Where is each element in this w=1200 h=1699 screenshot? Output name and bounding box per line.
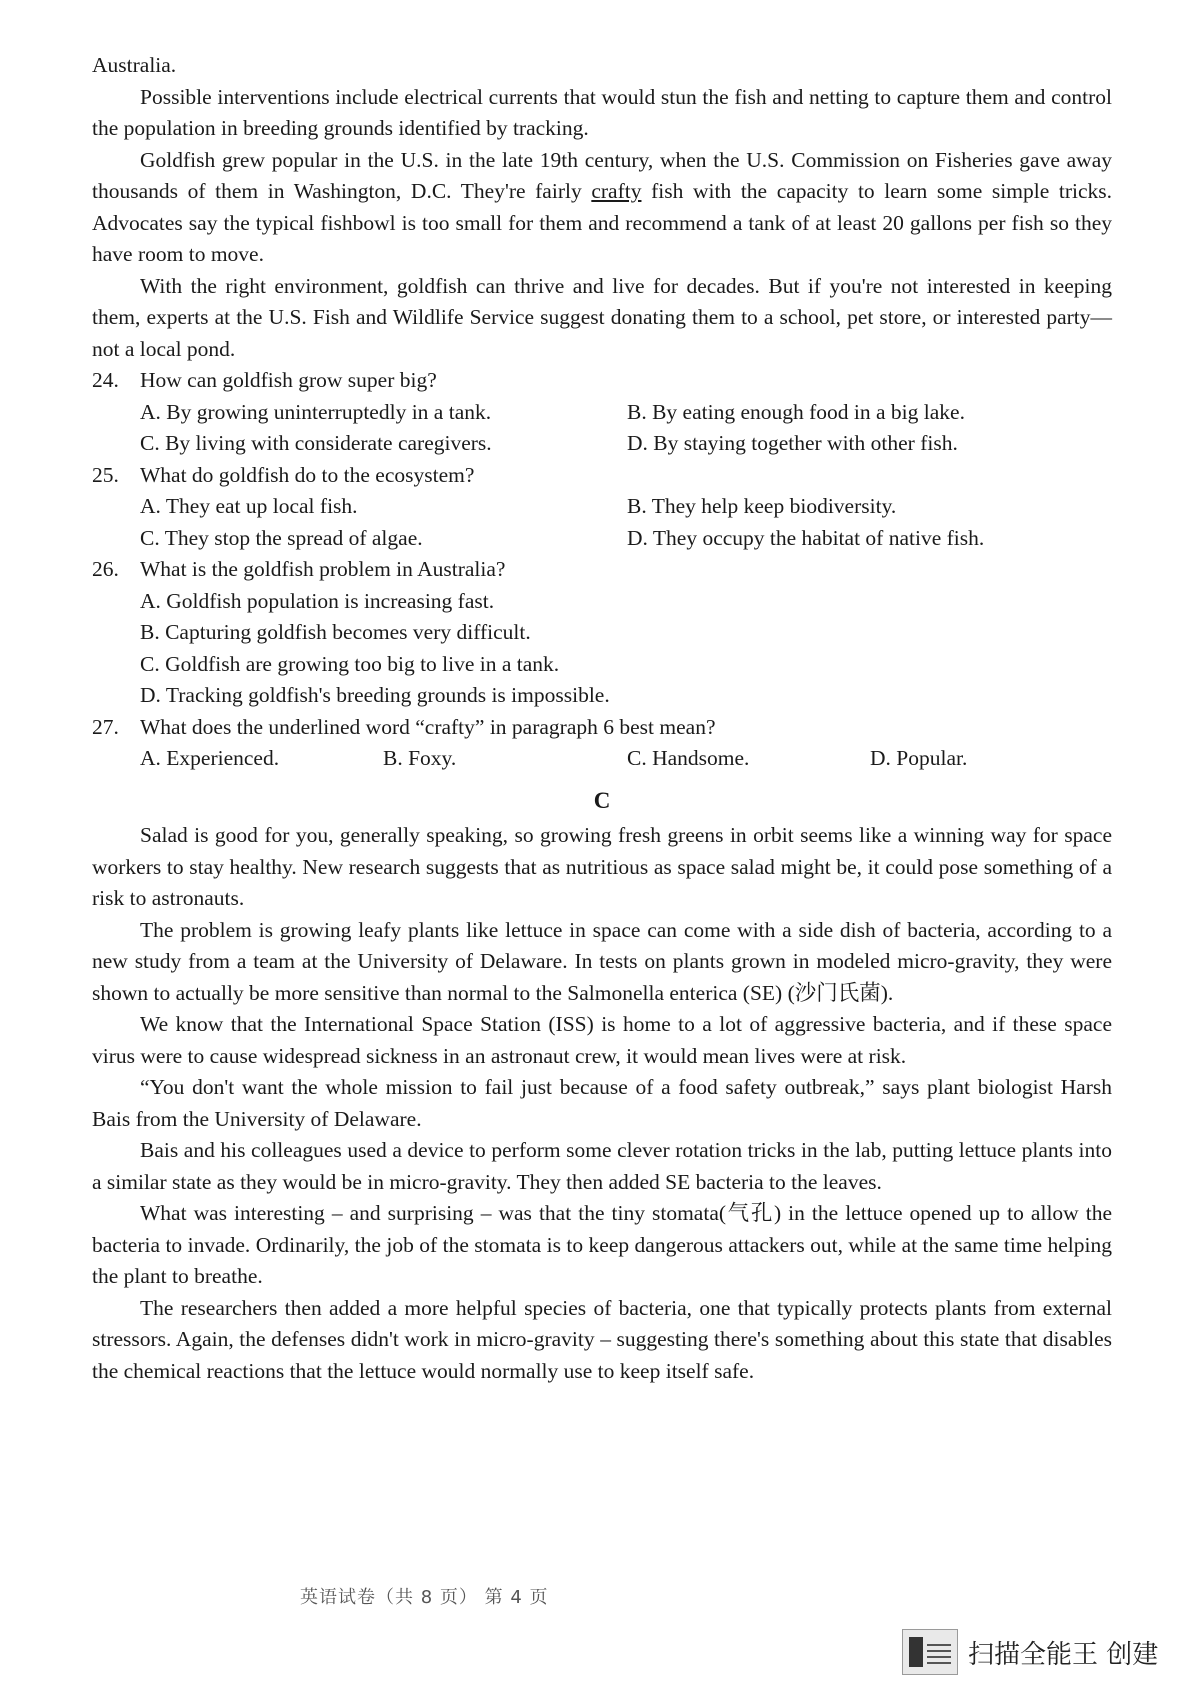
option-a: A. By growing uninterruptedly in a tank. bbox=[140, 399, 492, 424]
paragraph: Possible interventions include electrical currents that would stun the fish and netting to capture them and control the population in breeding grounds identified by tracking. bbox=[92, 84, 1112, 140]
option-c: C. They stop the spread of algae. bbox=[140, 525, 423, 550]
question-stem bbox=[92, 460, 1112, 492]
underlined-word: crafty bbox=[591, 179, 642, 203]
options bbox=[92, 743, 1112, 775]
text-before: Goldfish grew popular in the U.S. in the late 19th century, when the U.S. Commission on Fisheries gave away thousands of them in Washington, D.C. They're fairly bbox=[92, 147, 1112, 203]
option-a: A. Experienced. bbox=[140, 746, 280, 770]
question-27 bbox=[92, 712, 1112, 775]
question-text: How can goldfish grow super big? bbox=[140, 368, 437, 392]
option-b: B. They help keep biodiversity. bbox=[627, 494, 897, 518]
question-26 bbox=[92, 554, 1112, 712]
paragraph: What was interesting – and surprising – was that the tiny stomata(气孔) in the lettuce opened up to allow the bacteria to invade. Ordinarily, the job of the stomata is to keep dangerous attackers out, while at the same time helping the plant to breathe. bbox=[92, 1201, 1112, 1288]
page-footer: 英语试卷（共 8 页） 第 4 页 bbox=[300, 1587, 549, 1608]
question-text: What does the underlined word “crafty” in paragraph 6 best mean? bbox=[140, 714, 716, 739]
scanner-app-logo-icon bbox=[902, 1629, 958, 1675]
question-text: What is the goldfish problem in Australia? bbox=[140, 557, 506, 581]
option-d: D. Popular. bbox=[870, 746, 968, 770]
option-b: B. Foxy. bbox=[383, 746, 457, 770]
paragraph-with-underline bbox=[92, 145, 1112, 271]
option-b: B. By eating enough food in a big lake. bbox=[627, 399, 965, 424]
question-stem bbox=[92, 365, 1112, 397]
watermark-text: 扫描全能王 创建 bbox=[968, 1639, 1159, 1670]
paragraph: We know that the International Space Station (ISS) is home to a lot of aggressive bacteria, and if these space virus were to cause widespread sickness in an astronaut crew, it would mean lives were at risk. bbox=[92, 1012, 1112, 1068]
question-25 bbox=[92, 460, 1112, 555]
option-d: D. Tracking goldfish's breeding grounds is impossible. bbox=[140, 683, 610, 707]
option-a: A. Goldfish population is increasing fast. bbox=[140, 588, 495, 613]
question-number: 27. bbox=[92, 714, 119, 739]
option-a: A. They eat up local fish. bbox=[140, 494, 358, 518]
option-d: D. They occupy the habitat of native fish. bbox=[627, 525, 985, 550]
passage-b-tail bbox=[92, 50, 1112, 365]
question-text: What do goldfish do to the ecosystem? bbox=[140, 462, 475, 487]
text-after: fish with the capacity to learn some simple tricks. Advocates say the typical fishbowl is too small for them and recommend a tank of at least 20 gallons per fish so they have room to move. bbox=[92, 179, 1112, 266]
scanner-watermark bbox=[902, 1630, 1158, 1674]
question-number: 25. bbox=[92, 462, 119, 487]
paragraph: The researchers then added a more helpful species of bacteria, one that typically protects plants from external stressors. Again, the defenses didn't work in micro-gravity – suggesting there's something about this state that disables the chemical reactions that the lettuce would normally use to keep itself safe. bbox=[92, 1295, 1112, 1383]
question-number: 24. bbox=[92, 368, 119, 392]
paragraph: With the right environment, goldfish can thrive and live for decades. But if you're not interested in keeping them, experts at the U.S. Fish and Wildlife Service suggest donating them to a school, pet store, or interested party—not a local pond. bbox=[92, 273, 1112, 361]
option-c: C. Goldfish are growing too big to live in a tank. bbox=[140, 651, 560, 676]
question-stem bbox=[92, 712, 1112, 744]
paragraph: Bais and his colleagues used a device to perform some clever rotation tricks in the lab, putting lettuce plants into a similar state as they would be in micro-gravity. They then added SE bacteria to the leaves. bbox=[92, 1138, 1112, 1194]
paragraph: The problem is growing leafy plants like lettuce in space can come with a side dish of bacteria, according to a new study from a team at the University of Delaware. In tests on plants grown in modeled micro-gravity, they were shown to actually be more sensitive than normal to the Salmonella enterica (SE) (沙门氏菌). bbox=[92, 917, 1112, 1005]
section-heading: C bbox=[593, 787, 611, 813]
question-stem bbox=[92, 554, 1112, 586]
question-number: 26. bbox=[92, 557, 119, 581]
page-content bbox=[92, 50, 1112, 1387]
paragraph: Salad is good for you, generally speaking, so growing fresh greens in orbit seems like a winning way for space workers to stay healthy. New research suggests that as nutritious as space salad might be, it could pose something of a risk to astronauts. bbox=[92, 823, 1112, 910]
paragraph: “You don't want the whole mission to fail just because of a food safety outbreak,” says plant biologist Harsh Bais from the University of Delaware. bbox=[92, 1075, 1112, 1131]
question-24 bbox=[92, 365, 1112, 460]
options bbox=[92, 397, 1112, 460]
paragraph: Australia. bbox=[92, 53, 177, 77]
option-d: D. By staying together with other fish. bbox=[627, 431, 958, 455]
options bbox=[92, 491, 1112, 554]
option-c: C. Handsome. bbox=[627, 746, 750, 770]
passage-c bbox=[92, 785, 1112, 1388]
option-b: B. Capturing goldfish becomes very difficult. bbox=[140, 620, 531, 644]
options bbox=[92, 586, 1112, 712]
option-c: C. By living with considerate caregivers. bbox=[140, 431, 492, 455]
